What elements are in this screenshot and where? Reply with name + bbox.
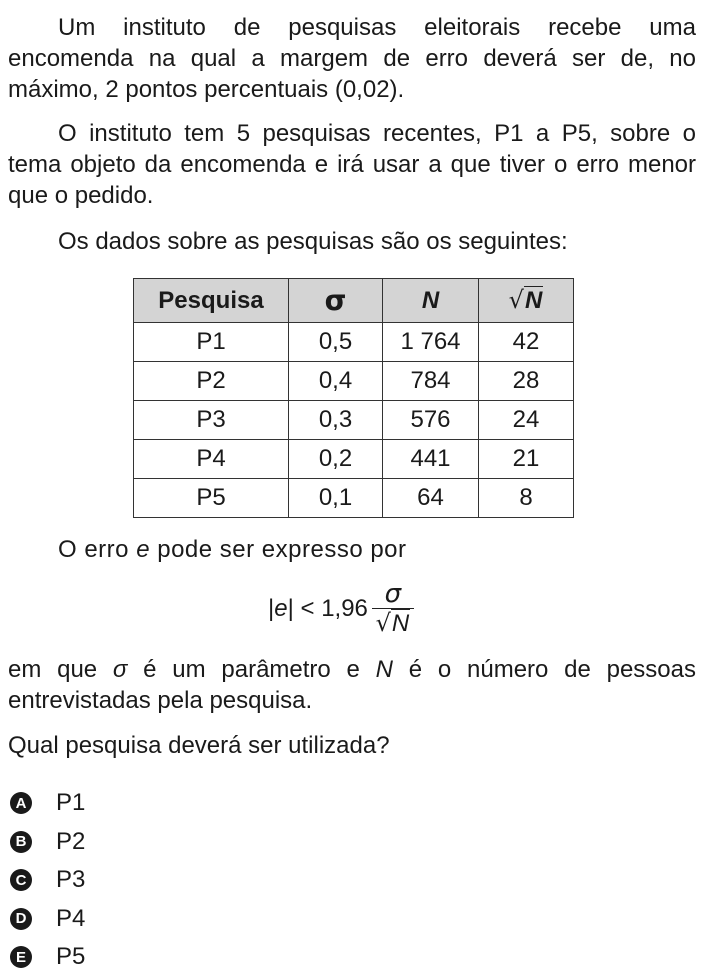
cell-n: 1 764 — [383, 323, 479, 362]
cell-sqrt-n: 24 — [479, 401, 574, 440]
table-row — [134, 440, 574, 479]
option-e[interactable] — [10, 938, 85, 977]
error-formula — [268, 578, 414, 640]
cell-sqrt-n: 42 — [479, 323, 574, 362]
cell-sqrt-n: 28 — [479, 362, 574, 401]
cell-pesquisa: P5 — [134, 479, 289, 518]
sqrt-radicand: N — [524, 287, 543, 314]
error-variable: e — [136, 536, 151, 563]
option-b[interactable] — [10, 823, 85, 862]
question-text: Qual pesquisa deverá ser utilizada? — [8, 732, 390, 759]
option-letter-badge: D — [10, 908, 32, 930]
sqrt-n-symbol — [509, 286, 544, 315]
expression-intro-text: O erro — [58, 536, 137, 563]
header-sqrt-n — [479, 279, 574, 323]
paragraph-institute: O instituto tem 5 pesquisas recentes, P1 a P5, sobre o tema objeto da encomenda e irá usar a que tiver o erro menor que o pedido. — [8, 120, 696, 209]
cell-n: 784 — [383, 362, 479, 401]
option-letter-badge: A — [10, 792, 32, 814]
cell-sigma: 0,3 — [289, 401, 383, 440]
abs-bar-open: | — [268, 595, 275, 622]
header-sigma — [289, 279, 383, 323]
formula-fraction — [372, 580, 414, 638]
less-than-operator: < — [293, 595, 322, 622]
header-n — [383, 279, 479, 323]
cell-sigma: 0,1 — [289, 479, 383, 518]
option-text: P1 — [56, 789, 86, 817]
paragraph-intro: Um instituto de pesquisas eleitorais recebe uma encomenda na qual a margem de erro deverá ser de, no máximo, 2 pontos percentuais (0,02). — [8, 14, 696, 103]
cell-sqrt-n: 8 — [479, 479, 574, 518]
cell-sigma: 0,5 — [289, 323, 383, 362]
paragraph-data-intro: Os dados sobre as pesquisas são os seguintes: — [58, 228, 568, 255]
sigma-symbol: σ — [112, 656, 128, 683]
table-header-row — [134, 279, 574, 323]
definitions-text: é o número de pessoas entrevistadas pela pesquisa. — [8, 656, 697, 714]
n-symbol: N — [375, 656, 394, 683]
table-row — [134, 362, 574, 401]
cell-sigma: 0,4 — [289, 362, 383, 401]
formula-error-var: e — [274, 595, 288, 622]
option-a[interactable] — [10, 784, 85, 823]
cell-pesquisa: P1 — [134, 323, 289, 362]
table-row — [134, 401, 574, 440]
cell-n: 64 — [383, 479, 479, 518]
answer-options — [10, 784, 85, 977]
option-c[interactable] — [10, 861, 85, 900]
fraction-numerator: σ — [384, 579, 402, 609]
cell-sigma: 0,2 — [289, 440, 383, 479]
abs-bar-close: | — [287, 595, 294, 622]
survey-table — [133, 278, 574, 518]
option-text: P4 — [56, 904, 86, 932]
radical-sign: √ — [508, 286, 524, 314]
cell-n: 576 — [383, 401, 479, 440]
table-row — [134, 479, 574, 518]
paragraph-definitions — [8, 654, 696, 716]
cell-pesquisa: P4 — [134, 440, 289, 479]
option-text: P2 — [56, 827, 86, 855]
option-letter-badge: E — [10, 946, 32, 968]
definitions-text: em que — [8, 656, 113, 683]
sqrt-radicand: N — [391, 610, 410, 637]
radical-sign: √ — [375, 609, 391, 637]
option-letter-badge: B — [10, 831, 32, 853]
table-row — [134, 323, 574, 362]
option-letter-badge: C — [10, 869, 32, 891]
option-text: P3 — [56, 866, 86, 894]
cell-n: 441 — [383, 440, 479, 479]
expression-intro-text-end: pode ser expresso por — [150, 536, 407, 563]
cell-sqrt-n: 21 — [479, 440, 574, 479]
fraction-denominator — [376, 609, 411, 638]
option-d[interactable] — [10, 900, 85, 939]
expression-intro — [58, 534, 407, 565]
n-symbol: N — [421, 286, 440, 314]
option-text: P5 — [56, 943, 86, 971]
header-pesquisa: Pesquisa — [134, 279, 289, 323]
cell-pesquisa: P3 — [134, 401, 289, 440]
sigma-symbol: σ — [324, 284, 347, 317]
definitions-text: é um parâmetro e — [127, 656, 376, 683]
cell-pesquisa: P2 — [134, 362, 289, 401]
formula-coefficient: 1,96 — [321, 595, 368, 622]
